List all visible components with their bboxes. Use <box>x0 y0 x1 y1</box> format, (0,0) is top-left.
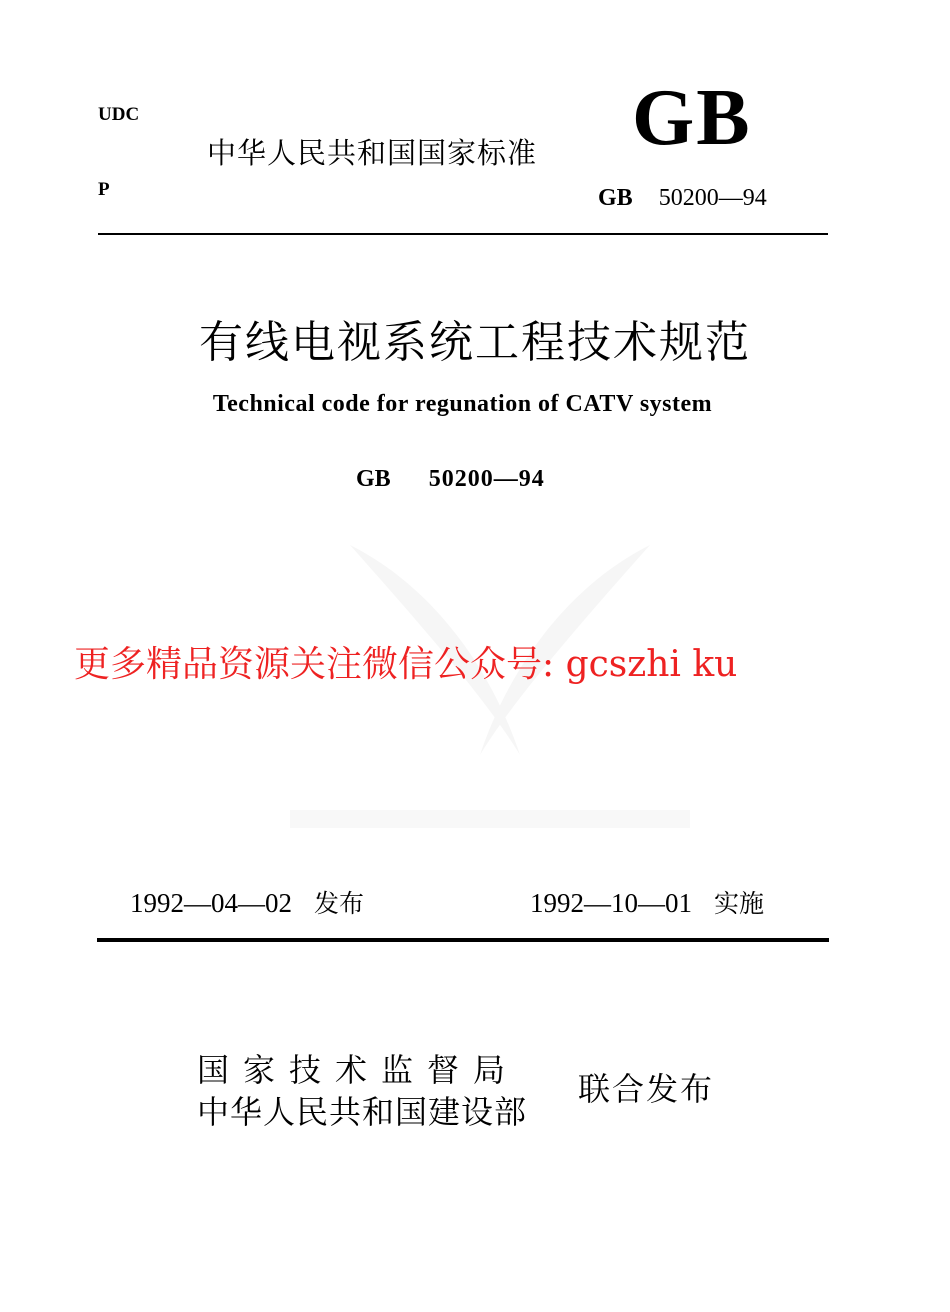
standard-number: 50200—94 <box>428 466 545 492</box>
national-standard-heading: 中华人民共和国国家标准 <box>207 136 538 170</box>
standard-number-top <box>598 185 767 212</box>
standard-prefix: GB <box>598 185 633 211</box>
bottom-divider <box>97 938 829 942</box>
gb-logo: GB <box>632 74 752 162</box>
standard-prefix: GB <box>356 466 391 492</box>
document-title-chinese: 有线电视系统工程技术规范 <box>199 317 751 368</box>
class-code: P <box>98 179 110 200</box>
top-divider <box>98 233 828 235</box>
udc-label: UDC <box>98 104 140 125</box>
joint-publication-label: 联合发布 <box>578 1070 715 1108</box>
faint-watermark-graphic <box>290 525 710 855</box>
implement-date: 1992—10—01 <box>530 888 692 918</box>
standard-number: 50200—94 <box>658 185 767 211</box>
issue-date-block <box>130 884 364 920</box>
implement-label: 实施 <box>714 889 765 918</box>
standard-number-middle <box>356 466 545 493</box>
document-title-english: Technical code for regunation of CATV system <box>212 391 713 417</box>
issue-date: 1992—04—02 <box>130 888 292 918</box>
publisher-line-2: 中华人民共和国建设部 <box>197 1093 528 1131</box>
implement-date-block <box>530 884 764 920</box>
promo-banner: 更多精品资源关注微信公众号: gcszhi ku <box>74 644 738 685</box>
publisher-line-1: 国家技术监督局 <box>197 1051 520 1089</box>
issue-label: 发布 <box>314 889 365 918</box>
